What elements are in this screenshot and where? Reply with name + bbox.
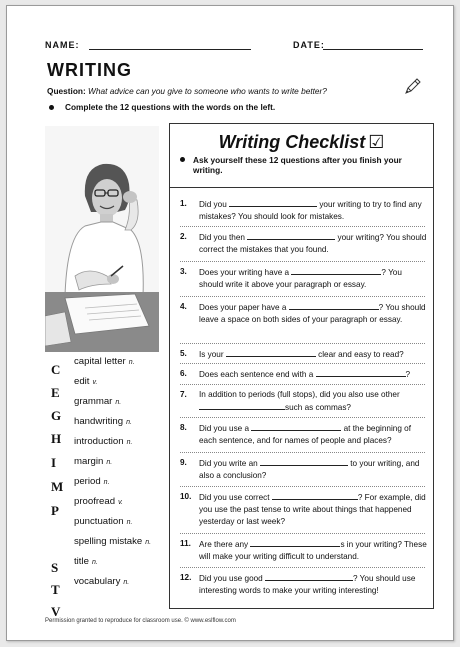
word-item [74,556,98,567]
footer-permission: Permission granted to reproduce for classroom use. © www.eslflow.com [45,618,236,624]
question-text [199,538,427,563]
question-number: 8. [180,423,187,432]
question-number: 12. [180,573,192,582]
answer-blank[interactable] [229,198,317,207]
word-item [74,396,121,407]
question-text-after: s in your writing? These will make your writing difficult to understand. [199,540,427,561]
question-text-before: Did you write an [199,459,260,468]
woman-writing-photo [45,126,159,352]
part-of-speech: n. [128,359,135,366]
answer-blank[interactable] [250,538,340,547]
part-of-speech: n. [106,459,113,466]
question-text-before: In addition to periods (full stops), did you also use other [199,390,400,399]
instruction-text: Complete the 12 questions with the words on the left. [65,102,276,112]
word-item [74,456,112,467]
worksheet [6,5,454,641]
letter-e: E [51,385,60,400]
question-number: 1. [180,199,187,208]
word-item [74,516,132,527]
question-divider [180,417,425,418]
word-text: vocabulary [74,576,121,587]
question-number: 2. [180,232,187,241]
question-text [199,301,427,326]
bullet-icon [180,157,185,162]
letter-i: I [51,455,57,470]
question-text [199,266,427,291]
question-text-after: ? You should use interesting words to make your writing interesting! [199,574,416,595]
question-text [199,198,427,223]
part-of-speech: n. [126,419,132,426]
word-item [74,356,135,367]
answer-blank[interactable] [247,231,335,240]
question-text-before: Does each sentence end with a [199,370,316,379]
word-item [74,376,97,387]
letter-m: M [51,479,64,494]
question-text-before: Is your [199,350,226,359]
question-number: 9. [180,458,187,467]
question-text-after: such as commas? [285,403,351,412]
part-of-speech: n. [91,559,98,566]
word-item [74,436,132,447]
word-text: period [74,476,101,487]
question-text-after: ? [405,370,411,379]
question-text-after: your writing? You should correct the mistakes that you found. [199,233,427,254]
word-item [74,416,132,427]
word-text: introduction [74,436,124,447]
question-number: 11. [180,539,191,548]
question-text [199,348,427,361]
question-text [199,231,427,256]
part-of-speech: n. [103,479,110,486]
question-text [199,389,427,414]
question-text-after: to your writing, and also a conclusion? [199,459,420,480]
instruction [49,102,275,112]
answer-blank[interactable] [226,348,316,357]
page-title: WRITING [47,60,132,80]
question-divider [180,384,425,385]
bullet-icon [49,105,54,110]
question-text [199,572,427,597]
question-text-before: Did you then [199,233,248,242]
date-line [323,49,423,50]
question-divider [180,261,425,262]
word-text: capital letter [74,356,126,367]
part-of-speech: n. [126,519,133,526]
question-text [199,491,427,528]
question-text-before: Did you use a [199,424,252,433]
question-divider [180,343,425,344]
word-text: proofread [74,496,116,507]
question-text [199,457,427,482]
letter-p: P [51,503,59,518]
question-text-before: Are there any [199,540,251,549]
word-item [74,496,123,507]
question-text: What advice can you give to someone who wants to write better? [88,86,327,96]
word-text: handwriting [74,416,124,427]
divider [170,187,433,188]
question-number: 4. [180,302,187,311]
part-of-speech: v. [118,499,124,506]
date-label: DATE: [293,40,325,50]
word-item [74,476,110,487]
name-label: NAME: [45,40,80,50]
question-text-before: Did you use correct [199,493,272,502]
question-number: 5. [180,349,187,358]
question-text [199,368,427,381]
question-number: 3. [180,267,187,276]
word-text: title [74,556,89,567]
question-divider [180,452,425,453]
answer-blank[interactable] [291,266,381,275]
word-text: edit [74,376,90,387]
question-label: Question: [47,86,86,96]
question-divider [180,296,425,297]
part-of-speech: n. [145,539,152,546]
letter-g: G [51,408,62,423]
checklist-instruction [180,155,425,176]
answer-blank[interactable] [260,457,348,466]
word-text: punctuation [74,516,124,527]
word-item [74,576,129,587]
question-divider [180,486,425,487]
pencil-icon [403,76,423,96]
part-of-speech: n. [115,399,122,406]
answer-blank[interactable] [199,401,285,410]
question-line [47,86,327,96]
question-divider [180,567,425,568]
question-text-before: Does your paper have a [199,303,289,312]
question-text-after: your writing to try to find any mistakes? You should look for mistakes. [199,200,422,221]
word-text: margin [74,456,104,467]
question-number: 6. [180,369,187,378]
question-text-after: ? For example, did you use the past tense to write about things that happened yesterday or last week? [199,493,426,526]
word-text: spelling mistake [74,536,143,547]
word-text: grammar [74,396,113,407]
question-text-before: Did you [199,200,230,209]
checklist-title-text: Writing Checklist [218,132,366,152]
checklist-instruction-text: Ask yourself these 12 questions after you finish your writing. [193,155,402,176]
question-number: 10. [180,492,192,501]
answer-blank[interactable] [272,491,358,500]
question-text-before: Does your writing have a [199,268,292,277]
letter-h: H [51,431,62,446]
letter-c: C [51,362,61,377]
question-divider [180,226,425,227]
name-line [89,49,251,50]
question-text-after: ? You should leave a space on both sides of your paragraph or essay. [199,303,426,324]
question-text-after: at the beginning of each sentence, and for names of people and places? [199,424,411,445]
question-text-after: clear and easy to read? [315,350,404,359]
checklist-panel [169,123,434,609]
letter-t: T [51,582,60,597]
checkbox-icon: ☑ [368,132,385,152]
word-item [74,536,151,547]
checklist-title [170,132,433,153]
question-text-before: Did you use good [199,574,265,583]
answer-blank[interactable] [289,301,379,310]
question-text [199,422,427,447]
answer-blank[interactable] [265,572,353,581]
question-number: 7. [180,390,187,399]
part-of-speech: n. [126,439,133,446]
answer-blank[interactable] [316,368,406,377]
question-divider [180,533,425,534]
letter-v: V [51,604,61,619]
question-divider [180,363,425,364]
letter-s: S [51,560,59,575]
part-of-speech: v. [92,379,98,386]
answer-blank[interactable] [251,422,341,431]
question-text-after: ? You should write it above your paragraph or essay. [199,268,402,289]
part-of-speech: n. [123,579,130,586]
